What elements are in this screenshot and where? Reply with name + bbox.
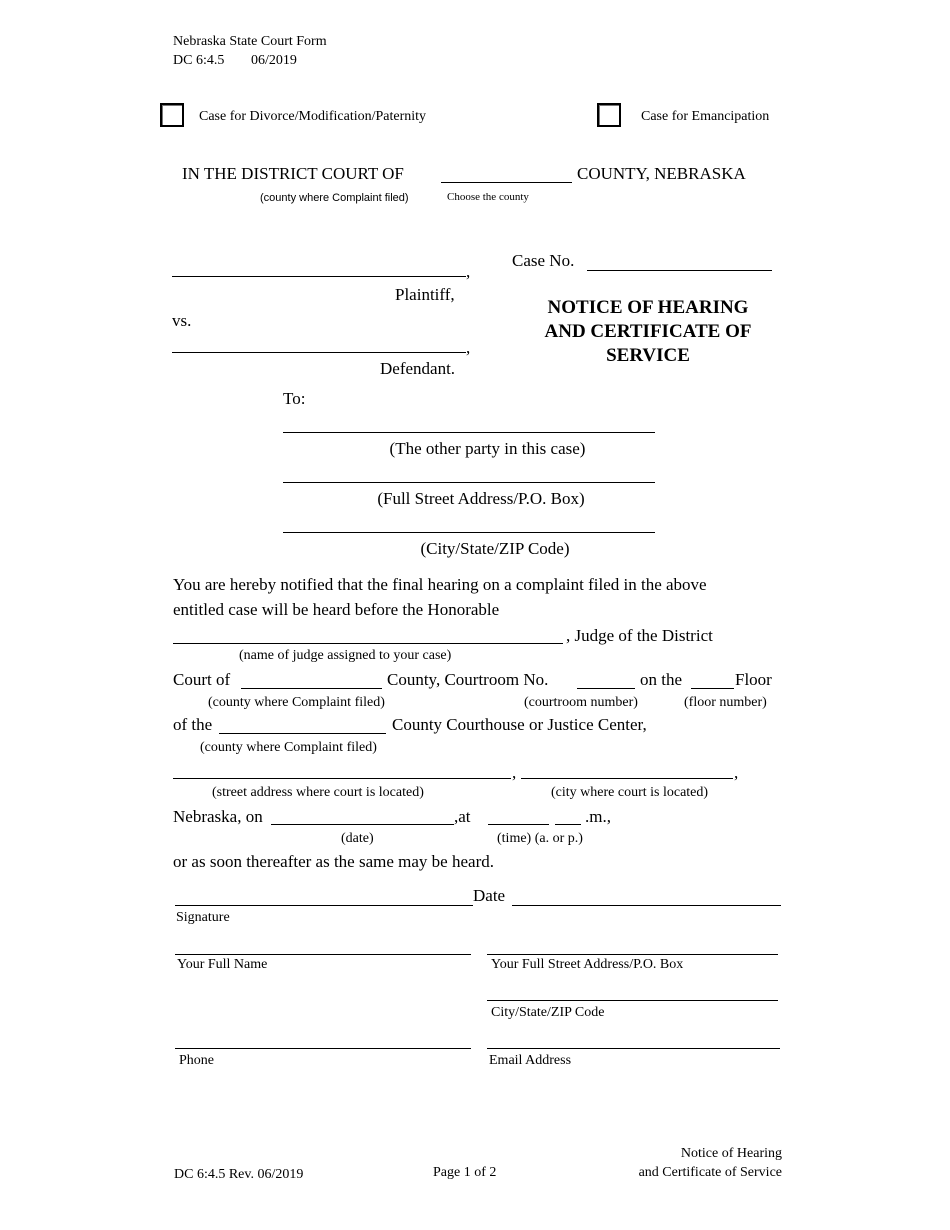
county-select[interactable]: Choose the county — [447, 191, 529, 203]
case-no-label: Case No. — [512, 251, 575, 270]
courtroom-hint: (courtroom number) — [524, 695, 638, 710]
plaintiff-comma: , — [466, 262, 471, 281]
plaintiff-field[interactable] — [172, 276, 466, 277]
date-hint: (date) — [341, 831, 374, 846]
emancipation-checkbox-label: Case for Emancipation — [641, 109, 770, 124]
form-number: DC 6:4.5 — [173, 53, 225, 68]
street-comma: , — [512, 763, 517, 782]
city-hint: (city where court is located) — [551, 785, 709, 800]
court-city-field[interactable] — [521, 778, 733, 779]
county-hint-3: (county where Complaint filed) — [200, 740, 377, 755]
floor-label: Floor — [735, 670, 772, 689]
emancipation-checkbox[interactable] — [597, 103, 621, 127]
at-label: ,at — [454, 807, 471, 826]
court-of-label: Court of — [173, 670, 231, 689]
form-date: 06/2019 — [251, 53, 297, 68]
footer-page: Page 1 of 2 — [433, 1165, 497, 1180]
full-name-field[interactable] — [175, 954, 471, 955]
courthouse-label: County Courthouse or Justice Center, — [392, 715, 647, 734]
am-pm-field[interactable] — [555, 824, 581, 825]
defendant-label: Defendant. — [380, 359, 456, 378]
other-address-hint: (Full Street Address/P.O. Box) — [377, 489, 585, 508]
email-field[interactable] — [487, 1048, 780, 1049]
court-prefix: IN THE DISTRICT COURT OF — [182, 164, 404, 183]
nebraska-on-label: Nebraska, on — [173, 807, 263, 826]
county-hint: (county where Complaint filed) — [260, 192, 409, 204]
footer-title-1: Notice of Hearing — [680, 1146, 782, 1161]
other-address-field[interactable] — [283, 482, 655, 483]
plaintiff-label: Plaintiff, — [395, 285, 455, 304]
other-party-hint: (The other party in this case) — [389, 439, 586, 458]
city-state-zip-label: City/State/ZIP Code — [491, 1005, 605, 1020]
case-no-field[interactable] — [587, 270, 772, 271]
full-name-label: Your Full Name — [177, 957, 268, 972]
hearing-county-field[interactable] — [241, 688, 382, 689]
city-state-zip-field[interactable] — [487, 1000, 778, 1001]
to-label: To: — [283, 389, 306, 408]
hearing-time-field[interactable] — [488, 824, 549, 825]
courtroom-number-field[interactable] — [577, 688, 635, 689]
time-hint: (time) (a. or p.) — [497, 831, 583, 846]
of-the-label: of the — [173, 715, 213, 734]
floor-number-field[interactable] — [691, 688, 734, 689]
county-field[interactable] — [441, 182, 572, 183]
signature-field[interactable] — [175, 905, 473, 906]
footer-title-2: and Certificate of Service — [638, 1165, 782, 1180]
m-label: .m., — [585, 807, 611, 826]
street-address-field[interactable] — [487, 954, 778, 955]
phone-field[interactable] — [175, 1048, 471, 1049]
county-courtroom-label: County, Courtroom No. — [387, 670, 549, 689]
date-label: Date — [473, 886, 506, 905]
courthouse-county-field[interactable] — [219, 733, 386, 734]
judge-suffix: , Judge of the District — [566, 626, 713, 645]
divorce-checkbox-label: Case for Divorce/Modification/Paternity — [199, 109, 427, 124]
body-line-1: You are hereby notified that the final hearing on a complaint filed in the above — [173, 575, 707, 594]
defendant-comma: , — [466, 338, 471, 357]
signature-date-field[interactable] — [512, 905, 781, 906]
footer-code: DC 6:4.5 Rev. 06/2019 — [174, 1167, 304, 1182]
street-address-label: Your Full Street Address/P.O. Box — [491, 957, 684, 972]
judge-hint: (name of judge assigned to your case) — [239, 648, 452, 663]
closing-text: or as soon thereafter as the same may be heard. — [173, 852, 494, 871]
court-street-field[interactable] — [173, 778, 511, 779]
county-hint-2: (county where Complaint filed) — [208, 695, 385, 710]
divorce-checkbox[interactable] — [160, 103, 184, 127]
other-city-field[interactable] — [283, 532, 655, 533]
on-the-label: on the — [640, 670, 683, 689]
body-line-2: entitled case will be heard before the Honorable — [173, 600, 500, 619]
judge-field[interactable] — [173, 643, 563, 644]
other-city-hint: (City/State/ZIP Code) — [420, 539, 570, 558]
court-suffix: COUNTY, NEBRASKA — [577, 164, 746, 183]
document-title: NOTICE OF HEARING AND CERTIFICATE OF SERVICE — [544, 297, 752, 366]
hearing-date-field[interactable] — [271, 824, 454, 825]
email-label: Email Address — [489, 1053, 572, 1068]
city-comma: , — [734, 763, 739, 782]
vs-label: vs. — [172, 311, 192, 330]
phone-label: Phone — [179, 1053, 214, 1068]
floor-hint: (floor number) — [684, 695, 767, 710]
other-party-field[interactable] — [283, 432, 655, 433]
signature-label: Signature — [176, 910, 230, 925]
street-hint: (street address where court is located) — [212, 785, 424, 800]
defendant-field[interactable] — [172, 352, 466, 353]
form-name: Nebraska State Court Form — [173, 34, 327, 49]
